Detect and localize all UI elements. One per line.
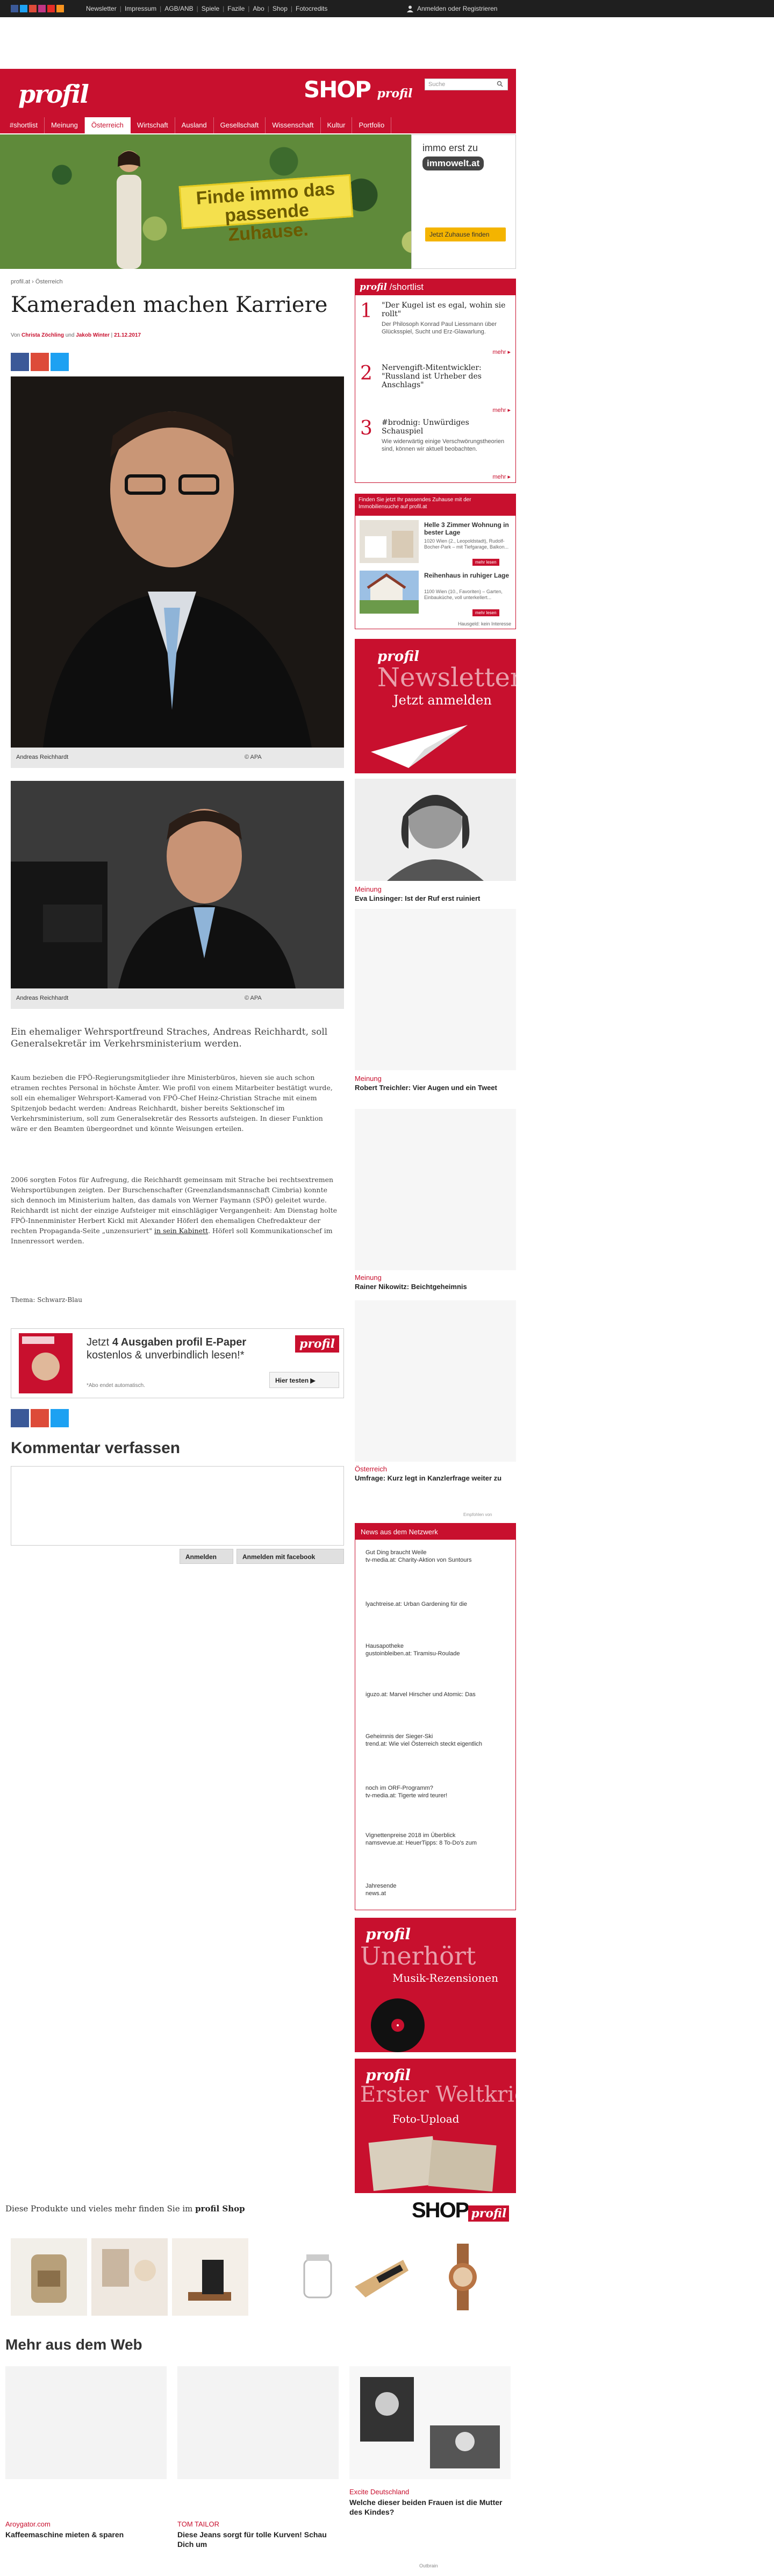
shortlist-brand: profil <box>360 282 387 293</box>
listing-more-button[interactable]: mehr lesen <box>472 609 499 616</box>
nav-wirtschaft[interactable]: Wirtschaft <box>131 117 175 133</box>
newsletter-sub: Jetzt anmelden <box>393 693 492 708</box>
historic-photo-icon <box>366 2134 505 2193</box>
web-tile-image[interactable] <box>177 2366 339 2479</box>
facebook-icon[interactable] <box>11 5 18 12</box>
promo-brand: profil <box>366 1925 411 1943</box>
network-news-box <box>355 1523 516 1910</box>
web-tile-image[interactable] <box>5 2366 167 2479</box>
profil-logo[interactable]: profil <box>18 80 88 109</box>
google-plus-icon[interactable] <box>29 5 37 12</box>
top-link-impressum[interactable]: Impressum <box>124 5 157 12</box>
product-lamp[interactable] <box>91 2238 168 2316</box>
epaper-line1 <box>87 1336 246 1349</box>
network-item[interactable]: Vignettenpreise 2018 im Überblick namsvevue.at: HeuerTipps: 8 To-Do's zum <box>366 1832 477 1846</box>
separator: | <box>223 5 225 12</box>
newsletter-promo[interactable] <box>355 639 522 773</box>
nav-oesterreich[interactable]: Österreich <box>85 117 131 133</box>
social-icons <box>11 5 64 12</box>
nav-shortlist[interactable]: #shortlist <box>3 117 45 133</box>
immo-footer[interactable]: Hausgeld: kein Interesse <box>457 621 511 627</box>
separator: | <box>248 5 250 12</box>
top-link-spiele[interactable]: Spiele <box>201 5 220 12</box>
comment-heading: Kommentar verfassen <box>11 1439 181 1457</box>
shortlist-item[interactable] <box>360 417 511 480</box>
web-tile-source[interactable]: TOM TAILOR <box>177 2520 220 2528</box>
login-facebook-button[interactable]: Anmelden mit facebook <box>236 1549 344 1564</box>
shortlist-title: /shortlist <box>389 282 424 292</box>
top-link-agb[interactable]: AGB/ANB <box>164 5 194 12</box>
shortlist-more[interactable]: mehr ▸ <box>492 474 511 480</box>
shortlist-num: 1 <box>360 300 372 322</box>
product-backpack[interactable] <box>11 2238 87 2316</box>
separator: | <box>290 5 293 12</box>
author-link[interactable]: Christa Zöchling <box>22 332 64 338</box>
web-tile-illustration <box>349 2366 511 2479</box>
byline-and: und <box>65 332 75 338</box>
banner-ad-panel[interactable] <box>411 134 516 269</box>
shop-logo[interactable] <box>304 76 413 103</box>
twitter-share-icon[interactable] <box>51 353 69 371</box>
nav-portfolio[interactable]: Portfolio <box>352 117 391 133</box>
author-link[interactable]: Jakob Winter <box>76 332 110 338</box>
epaper-cover-image <box>19 1333 73 1393</box>
top-bar <box>0 0 774 17</box>
epaper-test-button[interactable] <box>269 1372 339 1388</box>
web-tile-image[interactable] <box>349 2366 511 2479</box>
nav-ausland[interactable]: Ausland <box>175 117 214 133</box>
top-links <box>86 5 327 12</box>
listing-image <box>360 520 419 563</box>
user-icon[interactable] <box>406 5 414 12</box>
paper-plane-icon <box>366 720 473 773</box>
listing-image <box>360 571 419 614</box>
share-buttons-top <box>11 353 69 371</box>
promo-unerhoert[interactable] <box>355 1918 516 2052</box>
search-input[interactable]: Suche <box>425 79 508 90</box>
opinion-headline[interactable]: Rainer Nikowitz: Beichtgeheimnis <box>355 1283 467 1291</box>
separator: | <box>160 5 162 12</box>
google-plus-share-icon[interactable] <box>31 353 49 371</box>
promo-weltkrieg[interactable] <box>355 2059 541 2193</box>
promo-brand: profil <box>366 2066 411 2084</box>
shortlist-header <box>355 279 515 295</box>
login-button[interactable]: Anmelden <box>180 1549 233 1564</box>
shop-intro-link[interactable]: profil Shop <box>195 2204 245 2214</box>
facebook-share-icon[interactable] <box>11 1409 29 1427</box>
shortlist-more-label: mehr <box>492 474 506 480</box>
instagram-icon[interactable] <box>38 5 46 12</box>
listing-desc: 1020 Wien (2., Leopoldstadt), Rudolf-Bocher-Park – mit Tiefgarage, Balkon... <box>424 538 509 550</box>
separator: | <box>267 5 269 12</box>
listing-title[interactable]: Helle 3 Zimmer Wohnung in bester Lage <box>424 521 509 536</box>
google-plus-share-icon[interactable] <box>31 1409 49 1427</box>
opinion-author-image[interactable] <box>355 1300 516 1462</box>
web-tile-headline[interactable]: Kaffeemaschine mieten & sparen <box>5 2530 124 2539</box>
web-tile-source[interactable]: Excite Deutschland <box>349 2488 410 2496</box>
powered-by[interactable]: Empfohlen von <box>463 1512 492 1517</box>
network-item[interactable]: Gut Ding braucht Weile tv-media.at: Charity-Aktion von Suntours <box>366 1549 472 1563</box>
opinion-headline[interactable]: Robert Treichler: Vier Augen und ein Tweet <box>355 1084 497 1092</box>
main-nav <box>0 117 516 133</box>
shortlist-more[interactable]: mehr ▸ <box>492 407 511 414</box>
shop-intro <box>5 2204 245 2214</box>
separator: | <box>119 5 121 12</box>
listing-desc: 1100 Wien (10., Favoriten) – Garten, Einbauküche, voll unterkellert... <box>424 589 503 600</box>
shortlist-num: 2 <box>360 362 372 385</box>
epaper-line2: kostenlos & unverbindlich lesen!* <box>87 1349 245 1361</box>
shortlist-more[interactable]: mehr ▸ <box>492 349 511 355</box>
epaper-test-label: Hier testen <box>275 1377 309 1384</box>
epaper-promo[interactable] <box>11 1328 344 1398</box>
shop-logo-sub: profil <box>377 87 413 101</box>
immowelt-logo: immowelt.at <box>422 156 484 170</box>
comment-textarea[interactable] <box>11 1466 344 1546</box>
shop-logo-bottom-sub: profil <box>468 2205 509 2222</box>
opinion-author-image[interactable] <box>355 909 516 1070</box>
promo-title: Erster Weltkrieg <box>360 2082 541 2107</box>
byline-prefix: Von <box>11 332 20 338</box>
article-date: 21.12.2017 <box>114 332 141 338</box>
top-link-shop[interactable]: Shop <box>272 5 288 12</box>
article-paragraph-text: 2006 sorgten Fotos für Aufregung, die Reichhardt gemeinsam mit Strache bei rechtsextremen Wehrsportübungen zeigten. Der Burschenschafter (Greenzlandsmannschaft Cimbria) konnte sich dennoch im Ministerium halten, das damals von Werner Faymann (SPÖ) geleitet wurde. Reichhardt ist nicht der einzige Aufsteiger mit einschlägiger Vergangenheit: Am Dienstag holte FPÖ-Innenminister Herbert Kickl mit Alexander Höferl den ehemaligen Chefredakteur der rechten Propaganda-Seite „unzensuriert" <box>11 1176 338 1235</box>
shortlist-headline[interactable]: #brodnig: Unwürdiges Schauspiel <box>382 418 469 436</box>
shortlist-headline[interactable]: Nervengift-Mitentwickler: "Russland ist Urheber des Anschlags" <box>382 364 482 389</box>
outbrain-credit[interactable]: Outbrain <box>419 2563 438 2568</box>
arrow-right-icon: ▶ <box>310 1377 316 1384</box>
banner-panel-text: immo erst zu <box>422 143 478 153</box>
article-title: Kameraden machen Karriere <box>11 293 328 317</box>
vinyl-record-icon <box>366 1993 430 2052</box>
shortlist-item[interactable] <box>360 300 511 355</box>
promo-title: Unerhört <box>360 1941 476 1970</box>
shortlist-more-label: mehr <box>492 349 506 355</box>
immo-listing[interactable] <box>360 571 513 620</box>
nav-kultur[interactable]: Kultur <box>321 117 353 133</box>
top-link-fazile[interactable]: Fazile <box>227 5 245 12</box>
immo-header: Finden Sie jetzt Ihr passendes Zuhause mit der Immobiliensuche auf profil.at <box>355 494 515 516</box>
photo2-caption-name: Andreas Reichhardt <box>16 995 69 1001</box>
article-photo-portrait <box>11 376 344 748</box>
product-wooden-watch[interactable] <box>425 2238 501 2316</box>
more-from-web-heading: Mehr aus dem Web <box>5 2336 142 2353</box>
epaper-note: *Abo endet automatisch. <box>87 1383 145 1389</box>
shortlist-item[interactable] <box>360 362 511 414</box>
byline-sep: | <box>111 332 113 338</box>
opinion-author-image[interactable] <box>355 1109 516 1270</box>
shop-logo-text: SHOP <box>304 76 370 103</box>
shortlist-headline[interactable]: "Der Kugel ist es egal, wohin sie rollt" <box>382 301 506 318</box>
photo1-caption <box>11 748 344 768</box>
opinion-category[interactable]: Meinung <box>355 885 382 893</box>
article-paragraph <box>11 1175 339 1246</box>
youtube-icon[interactable] <box>47 5 55 12</box>
nav-gesellschaft[interactable]: Gesellschaft <box>214 117 266 133</box>
newsletter-title: Newsletter <box>377 663 522 693</box>
shop-logo-bottom-text: SHOP <box>412 2198 469 2222</box>
article-photo-press <box>11 781 344 988</box>
photo2-caption <box>11 988 344 1009</box>
opinion-headline[interactable]: Umfrage: Kurz legt in Kanzlerfrage weiter zu <box>355 1474 502 1482</box>
topic-tag[interactable]: Thema: Schwarz-Blau <box>11 1296 82 1304</box>
separator: | <box>196 5 198 12</box>
product-phone-stand[interactable] <box>172 2238 248 2316</box>
immo-listing[interactable] <box>360 520 513 570</box>
opinion-category[interactable]: Österreich <box>355 1465 387 1473</box>
opinion-category[interactable]: Meinung <box>355 1074 382 1083</box>
promo-sub: Foto-Upload <box>392 2112 460 2125</box>
epaper-line1-pre: Jetzt <box>87 1336 110 1348</box>
portrait-image <box>11 376 344 748</box>
login-link[interactable]: Anmelden oder Registrieren <box>417 5 498 12</box>
opinion-headline[interactable]: Eva Linsinger: Ist der Ruf erst ruiniert <box>355 894 481 902</box>
photo1-credit: © APA <box>245 754 262 760</box>
immo-widget <box>355 494 516 629</box>
article-paragraph-text: . Höferl soll Kommunikationschef im Innenressort werden. <box>11 1227 333 1245</box>
article-paragraph: Kaum bezieben die FPÖ-Regierungsmitglieder ihre Ministerbüros, hieven sie auch schon etramen rechtes Personal in höchste Ämter. Wie profil von einem Mitarbeiter bestätigt wurde, soll ein ehemaliger Wehrsport-Kamerad von FPÖ-Chef Heinz-Christian Strache mit einem Spitzenjob bedacht werden: Andreas Reichhardt, bisher bereits Sektionschef im Verkehrsministerium, soll zum Generalsekretär des Ressorts aufsteigen. In dieser Funktion wäre er den Beamten übergeordnet und könnte Weisungen erteilen. <box>11 1073 333 1133</box>
banner-sign-text: Finde immo das passende Zuhause. <box>195 179 336 246</box>
opinion-category[interactable]: Meinung <box>355 1273 382 1282</box>
share-buttons-bottom <box>11 1409 69 1427</box>
newsletter-brand: profil <box>377 649 419 665</box>
kabinett-link[interactable]: in sein Kabinett <box>154 1227 209 1235</box>
network-item[interactable]: Jahresende news.at <box>366 1883 397 1897</box>
network-header: News aus dem Netzwerk <box>355 1524 515 1540</box>
banner-person-image <box>105 145 153 269</box>
facebook-share-icon[interactable] <box>11 353 29 371</box>
epaper-line1-bold: 4 Ausgaben profil E-Paper <box>112 1336 247 1348</box>
twitter-icon[interactable] <box>20 5 27 12</box>
article-lede: Ein ehemaliger Wehrsportfreund Straches, Andreas Reichhardt, soll Generalsekretär im Verkehrsministerium werden. <box>11 1027 328 1049</box>
byline <box>11 332 141 338</box>
rss-icon[interactable] <box>56 5 64 12</box>
listing-title[interactable]: Reihenhaus in ruhiger Lage <box>424 572 510 579</box>
network-item[interactable]: noch im ORF-Programm? tv-media.at: Tigerte wird teurer! <box>366 1785 448 1799</box>
listing-more-button[interactable]: mehr lesen <box>472 559 499 566</box>
web-tile-source[interactable]: Aroygator.com <box>5 2520 51 2528</box>
opinion-author-image[interactable] <box>355 779 516 881</box>
press-image <box>11 781 344 988</box>
web-tile-headline[interactable]: Welche dieser beiden Frauen ist die Mutter des Kindes? <box>349 2498 503 2516</box>
shop-intro-text: Diese Produkte und vieles mehr finden Sie im <box>5 2204 193 2214</box>
breadcrumb[interactable]: profil.at › Österreich <box>11 279 63 285</box>
top-link-newsletter[interactable]: Newsletter <box>86 5 117 12</box>
web-tile-headline[interactable]: Diese Jeans sorgt für tolle Kurven! Schau Dich um <box>177 2530 327 2549</box>
product-knife-block[interactable] <box>344 2238 420 2316</box>
twitter-share-icon[interactable] <box>51 1409 69 1427</box>
shop-logo-bottom[interactable] <box>412 2198 509 2223</box>
search-icon[interactable] <box>497 81 503 87</box>
nav-wissenschaft[interactable]: Wissenschaft <box>266 117 320 133</box>
promo-sub: Musik-Rezensionen <box>392 1972 498 1984</box>
nav-meinung[interactable]: Meinung <box>45 117 85 133</box>
network-item[interactable]: Hausapotheke gustoinbleiben.at: Tiramisu-Roulade <box>366 1643 460 1657</box>
photo2-credit: © APA <box>245 995 262 1001</box>
banner-cta-button[interactable]: Jetzt Zuhause finden <box>425 227 506 241</box>
author-portrait <box>355 779 516 881</box>
top-link-fotocredits[interactable]: Fotocredits <box>296 5 328 12</box>
network-item[interactable]: iguzo.at: Marvel Hirscher und Atomic: Das <box>366 1691 476 1698</box>
epaper-profil-logo: profil <box>295 1335 339 1353</box>
network-item[interactable]: lyachtreise.at: Urban Gardening für die <box>366 1601 467 1607</box>
shortlist-desc: Der Philosoph Konrad Paul Liessmann über Glücksspiel, Sucht und Erz-Glawarlung. <box>382 321 497 335</box>
network-item[interactable]: Geheimnis der Sieger-Ski trend.at: Wie viel Österreich steckt eigentlich <box>366 1733 483 1747</box>
photo1-caption-name: Andreas Reichhardt <box>16 754 69 760</box>
top-link-abo[interactable]: Abo <box>253 5 264 12</box>
shortlist-more-label: mehr <box>492 407 506 414</box>
shortlist-desc: Wie widerwärtig einige Verschwörungstheorien sind, können wir aktuell beobachten. <box>382 438 505 452</box>
shortlist-num: 3 <box>360 417 372 439</box>
